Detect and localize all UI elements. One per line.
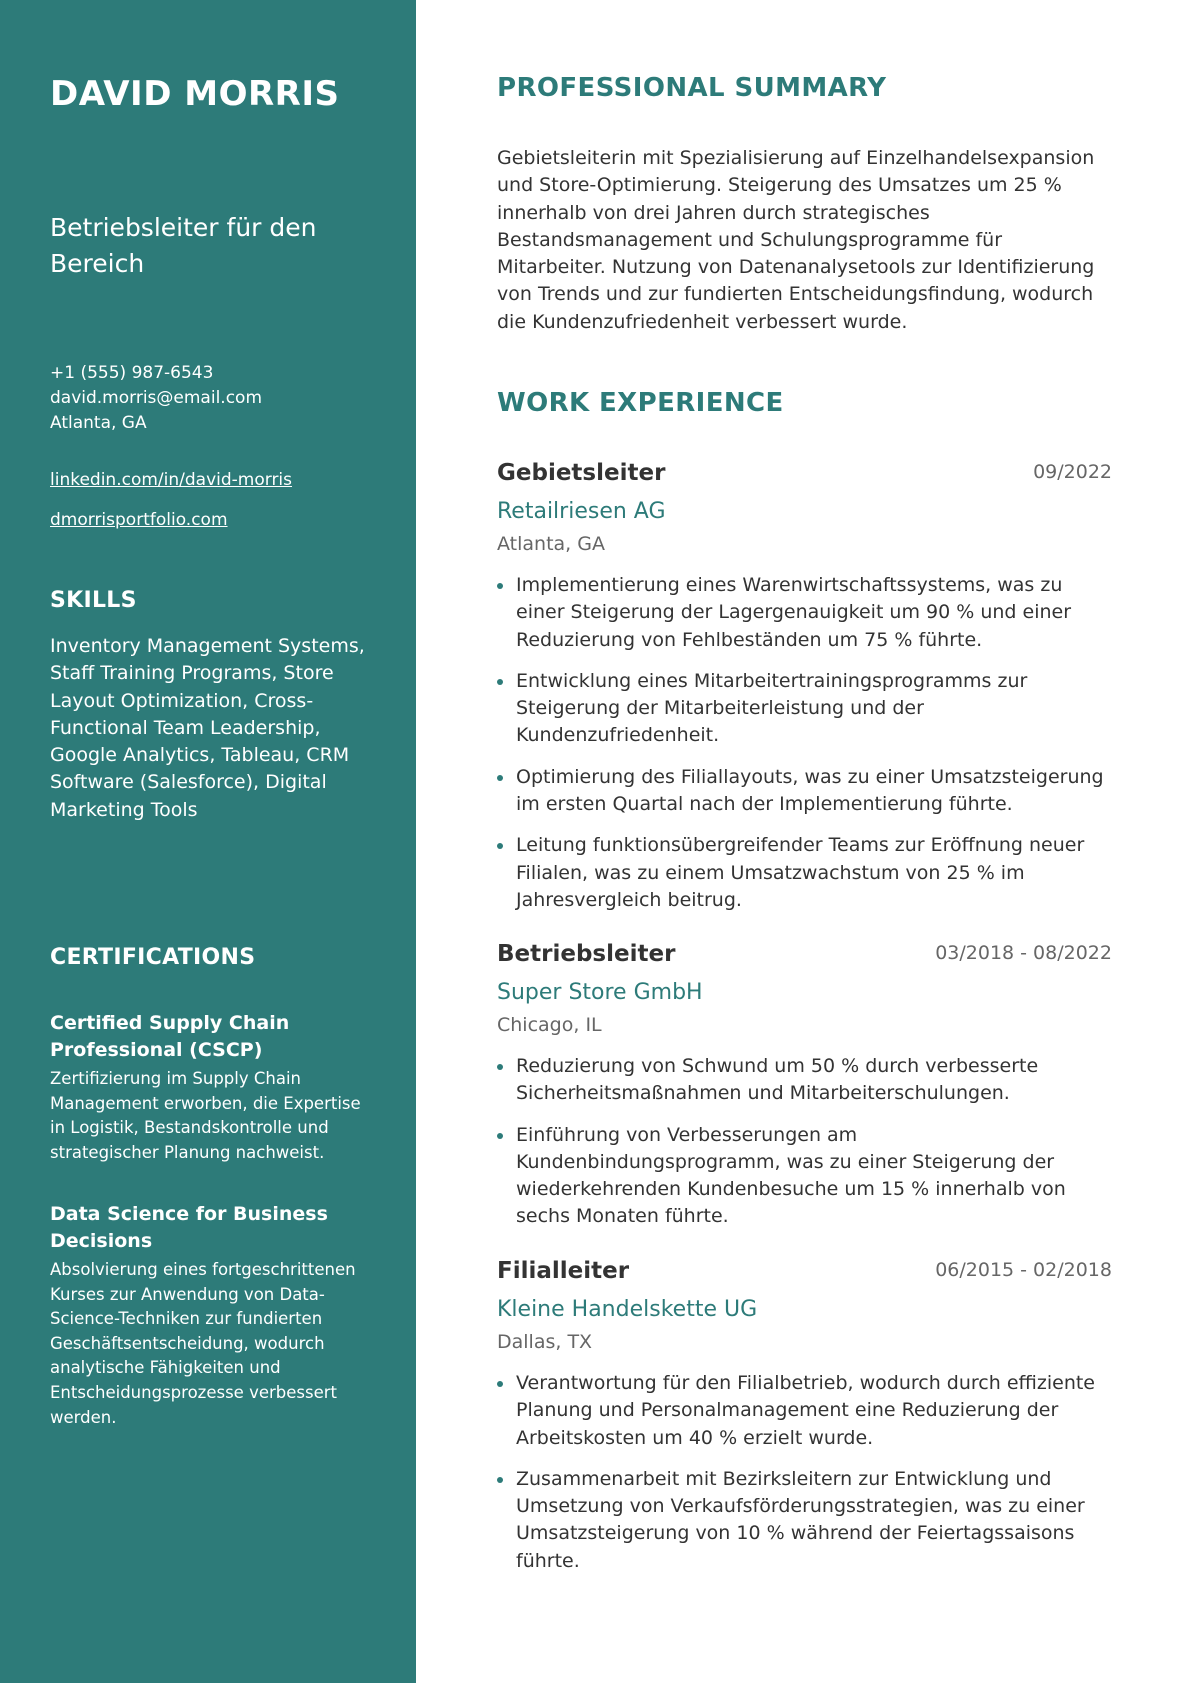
job-entry [497,941,1112,1245]
job-date: 03/2018 - 08/2022 [935,942,1112,964]
job-bullet: Zusammenarbeit mit Bezirksleitern zur Entwicklung und Umsetzung von Verkaufsförderungsstrategien, was zu einer Umsatzsteigerung von 10 % während der Feiertagssaisons führte. [497,1466,1112,1575]
email-address: david.morris@email.com [50,388,263,408]
bullet-dot-icon [497,843,503,849]
job-date: 09/2022 [1033,461,1112,483]
job-location: Dallas, TX [497,1331,593,1353]
job-date: 06/2015 - 02/2018 [935,1259,1112,1281]
bullet-dot-icon [497,1064,503,1070]
skills-list: Inventory Management Systems, Staff Training Programs, Store Layout Optimization, Cross-Functional Team Leadership, Google Analytics, Tableau, CRM Software (Salesforce), Digital Marketing Tools [50,635,365,821]
job-bullets [497,572,1112,914]
experience-heading: WORK EXPERIENCE [497,388,784,418]
job-bullet: Leitung funktionsübergreifender Teams zur Eröffnung neuer Filialen, was zu einem Umsatzwachstum von 25 % im Jahresvergleich beitrug. [497,832,1112,914]
job-location: Chicago, IL [497,1014,602,1036]
portfolio-link[interactable]: dmorrisportfolio.com [50,510,228,530]
certification-item [50,1201,370,1430]
job-bullet: Einführung von Verbesserungen am Kundenbindungsprogramm, was zu einer Steigerung der wiederkehrenden Kundenbesuche um 15 % innerhalb von sechs Monaten führte. [497,1122,1112,1231]
certification-description: Absolvierung eines fortgeschrittenen Kurses zur Anwendung von Data-Science-Techniken zur fundierten Geschäftsentscheidung, wodurch analytische Fähigkeiten und Entscheidungsprozesse verbessert werden. [50,1260,356,1427]
job-title: Gebietsleiter [497,460,666,486]
job-location: Atlanta, GA [497,533,605,555]
summary-heading: PROFESSIONAL SUMMARY [497,73,887,103]
certification-name: Data Science for Business Decisions [50,1203,328,1252]
candidate-title: Betriebsleiter für den Bereich [50,213,317,278]
job-title: Betriebsleiter [497,941,676,967]
certifications-heading: CERTIFICATIONS [50,945,256,970]
bullet-dot-icon [497,583,503,589]
skills-heading: SKILLS [50,588,137,613]
sidebar [0,0,416,1683]
job-entry [497,460,1112,928]
certification-description: Zertifizierung im Supply Chain Management erworben, die Expertise in Logistik, Bestandskontrolle und strategischer Planung nachweist. [50,1069,361,1162]
job-bullet: Implementierung eines Warenwirtschaftssystems, was zu einer Steigerung der Lagergenauigkeit um 90 % und einer Reduzierung von Fehlbeständen um 75 % führte. [497,572,1112,654]
bullet-dot-icon [497,1133,503,1139]
job-bullet: Verantwortung für den Filialbetrieb, wodurch durch effiziente Planung und Personalmanagement eine Reduzierung der Arbeitskosten um 40 % erzielt wurde. [497,1370,1112,1452]
job-bullet: Optimierung des Filiallayouts, was zu einer Umsatzsteigerung im ersten Quartal nach der Implementierung führte. [497,764,1112,819]
phone-number: +1 (555) 987-6543 [50,363,214,383]
job-title: Filialleiter [497,1258,630,1284]
job-bullets [497,1370,1112,1575]
job-bullet: Reduzierung von Schwund um 50 % durch verbesserte Sicherheitsmaßnahmen und Mitarbeiterschulungen. [497,1053,1112,1108]
job-company: Retailriesen AG [497,499,666,524]
summary-text: Gebietsleiterin mit Spezialisierung auf Einzelhandelsexpansion und Store-Optimierung. Steigerung des Umsatzes um 25 % innerhalb von drei Jahren durch strategisches Bestandsmanagement und Schulungsprogramme für Mitarbeiter. Nutzung von Datenanalysetools zur Identifizierung von Trends und zur fundierten Entscheidungsfindung, wodurch die Kundenzufriedenheit verbessert wurde. [497,147,1095,333]
job-company: Kleine Handelskette UG [497,1297,758,1322]
candidate-name: DAVID MORRIS [50,74,340,114]
job-entry [497,1258,1112,1589]
bullet-dot-icon [497,775,503,781]
job-bullet: Entwicklung eines Mitarbeitertrainingsprogramms zur Steigerung der Mitarbeiterleistung und der Kundenzufriedenheit. [497,668,1112,750]
bullet-dot-icon [497,1477,503,1483]
bullet-dot-icon [497,1381,503,1387]
job-company: Super Store GmbH [497,980,703,1005]
location: Atlanta, GA [50,413,147,433]
certification-item [50,1010,370,1165]
contact-info [50,361,262,436]
linkedin-link[interactable]: linkedin.com/in/david-morris [50,470,293,490]
bullet-dot-icon [497,679,503,685]
job-bullets [497,1053,1112,1231]
certification-name: Certified Supply Chain Professional (CSCP) [50,1012,290,1061]
